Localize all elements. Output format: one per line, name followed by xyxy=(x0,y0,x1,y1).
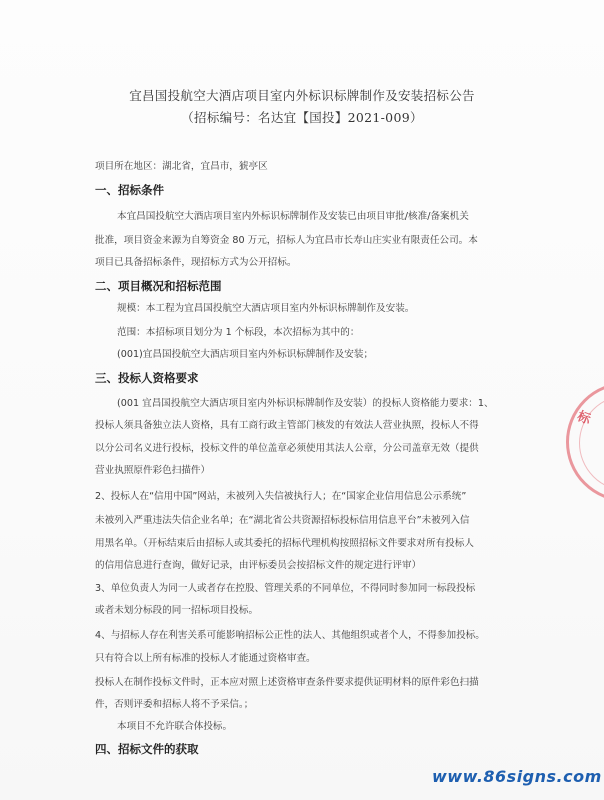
official-seal-stamp xyxy=(566,382,604,502)
section-3-line-10: 或者未划分标段的同一招标项目投标。 xyxy=(95,605,259,616)
section-3-line-15: 本项目不允许联合体投标。 xyxy=(117,721,233,732)
section-heading-3: 三、投标人资格要求 xyxy=(95,371,199,385)
document-title: 宜昌国投航空大酒店项目室内外标识标牌制作及安装招标公告 xyxy=(129,88,475,103)
document-subtitle: （招标编号：名达宜【国投】2021-009） xyxy=(181,110,423,125)
section-2-line-3: (001)宜昌国投航空大酒店项目室内外标识标牌制作及安装； xyxy=(117,349,374,360)
section-3-line-14: 件，否则评委和招标人将不予采信。； xyxy=(95,699,254,710)
section-3-line-1: (001 宜昌国投航空大酒店项目室内外标识标牌制作及安装）的投标人资格能力要求：1、 xyxy=(117,398,494,409)
section-heading-2: 二、项目概况和招标范围 xyxy=(95,279,222,293)
section-3-line-6: 未被列入严重违法失信企业名单；在“湖北省公共资源招标投标信用信息平台”未被列入信 xyxy=(95,515,470,526)
project-location: 项目所在地区：湖北省，宜昌市，猇亭区 xyxy=(95,161,268,172)
section-1-line-1: 本宜昌国投航空大酒店项目室内外标识标牌制作及安装已由项目审批/核准/备案机关 xyxy=(117,211,469,222)
section-3-line-7: 用黑名单。（开标结束后由招标人或其委托的招标代理机构按照招标文件要求对所有投标人 xyxy=(95,538,474,549)
section-3-line-9: 3、单位负责人为同一人或者存在控股、管理关系的不同单位，不得同时参加同一标段投标 xyxy=(95,583,476,594)
section-heading-1: 一、招标条件 xyxy=(95,183,164,197)
section-3-line-12: 只有符合以上所有标准的投标人才能通过资格审查。 xyxy=(95,653,316,664)
section-1-line-3: 项目已具备招标条件，现招标方式为公开招标。 xyxy=(95,257,297,268)
section-2-line-1: 规模：本工程为宜昌国投航空大酒店项目室内外标识标牌制作及安装。 xyxy=(117,303,415,314)
section-3-line-3: 以分公司名义进行投标，投标文件的单位盖章必须使用其法人公章，分公司盖章无效（提供 xyxy=(95,443,479,454)
section-3-line-13: 投标人在制作投标文件时，正本应对照上述资格审查条件要求提供证明材料的原件彩色扫描 xyxy=(95,677,479,688)
site-watermark: www.86signs.com xyxy=(432,767,602,786)
section-3-line-4: 营业执照原件彩色扫描件） xyxy=(95,465,211,476)
section-3-line-8: 的信用信息进行查询，做好记录，由评标委员会按招标文件的规定进行评审） xyxy=(95,560,422,571)
section-1-line-2: 批准，项目资金来源为自筹资金 80 万元，招标人为宜昌市长寿山庄实业有限责任公司。本 xyxy=(95,235,478,246)
section-3-line-11: 4、与招标人存在利害关系可能影响招标公正性的法人、其他组织或者个人，不得参加投标。 xyxy=(95,630,485,641)
section-3-line-5: 2、投标人在“信用中国”网站，未被列入失信被执行人；在“国家企业信用信息公示系统” xyxy=(95,491,467,502)
section-3-line-2: 投标人须具备独立法人资格，具有工商行政主管部门核发的有效法人营业执照，投标人不得 xyxy=(95,420,479,431)
section-heading-4: 四、招标文件的获取 xyxy=(95,742,199,756)
seal-character: 标 xyxy=(575,409,593,428)
section-2-line-2: 范围：本招标项目划分为 1 个标段，本次招标为其中的： xyxy=(117,327,360,338)
